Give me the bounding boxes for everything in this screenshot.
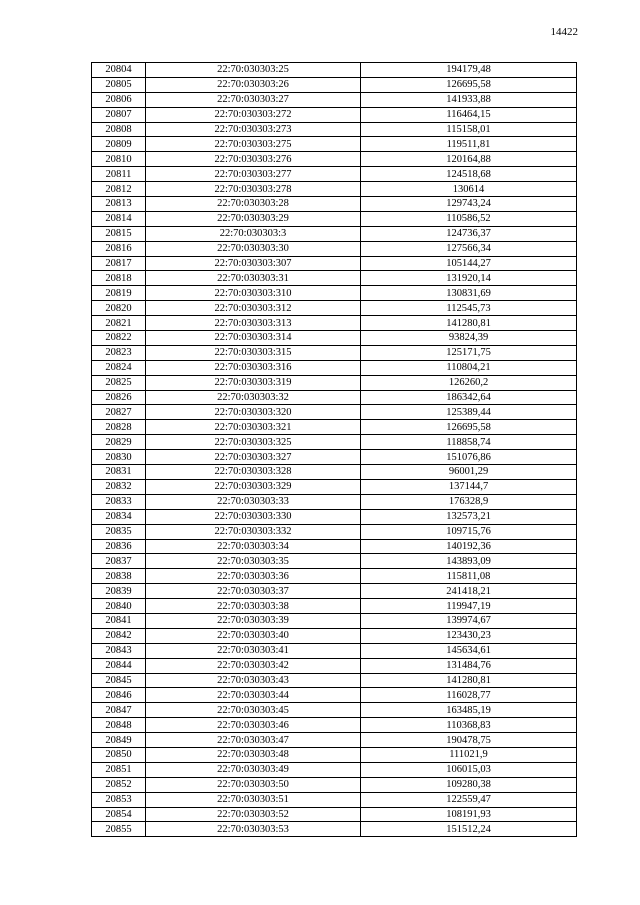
value-cell: 139974,67 — [361, 613, 577, 628]
value-cell: 110586,52 — [361, 211, 577, 226]
row-number-cell: 20811 — [92, 167, 146, 182]
row-number-cell: 20850 — [92, 747, 146, 762]
cadastral-number-cell: 22:70:030303:278 — [146, 182, 361, 197]
table-row — [92, 762, 577, 777]
cadastral-number-cell: 22:70:030303:32 — [146, 390, 361, 405]
cadastral-number-cell: 22:70:030303:33 — [146, 494, 361, 509]
cadastral-number-cell: 22:70:030303:320 — [146, 405, 361, 420]
cadastral-number-cell: 22:70:030303:3 — [146, 226, 361, 241]
cadastral-number-cell: 22:70:030303:47 — [146, 733, 361, 748]
value-cell: 125389,44 — [361, 405, 577, 420]
cadastral-number-cell: 22:70:030303:31 — [146, 271, 361, 286]
cadastral-number-cell: 22:70:030303:330 — [146, 509, 361, 524]
table-row — [92, 509, 577, 524]
cadastral-number-cell: 22:70:030303:319 — [146, 375, 361, 390]
cadastral-number-cell: 22:70:030303:46 — [146, 718, 361, 733]
table-row — [92, 494, 577, 509]
value-cell: 125171,75 — [361, 345, 577, 360]
cadastral-number-cell: 22:70:030303:321 — [146, 420, 361, 435]
cadastral-number-cell: 22:70:030303:276 — [146, 152, 361, 167]
table-row — [92, 77, 577, 92]
value-cell: 115158,01 — [361, 122, 577, 137]
row-number-cell: 20837 — [92, 554, 146, 569]
row-number-cell: 20820 — [92, 301, 146, 316]
table-row — [92, 211, 577, 226]
cadastral-number-cell: 22:70:030303:277 — [146, 167, 361, 182]
table-row — [92, 152, 577, 167]
row-number-cell: 20823 — [92, 345, 146, 360]
value-cell: 96001,29 — [361, 465, 577, 480]
value-cell: 112545,73 — [361, 301, 577, 316]
row-number-cell: 20815 — [92, 226, 146, 241]
row-number-cell: 20821 — [92, 316, 146, 331]
value-cell: 116028,77 — [361, 688, 577, 703]
table-row — [92, 167, 577, 182]
value-cell: 145634,61 — [361, 643, 577, 658]
row-number-cell: 20838 — [92, 569, 146, 584]
cadastral-number-cell: 22:70:030303:325 — [146, 435, 361, 450]
row-number-cell: 20827 — [92, 405, 146, 420]
table-row — [92, 197, 577, 212]
value-cell: 122559,47 — [361, 792, 577, 807]
value-cell: 108191,93 — [361, 807, 577, 822]
value-cell: 132573,21 — [361, 509, 577, 524]
cadastral-number-cell: 22:70:030303:26 — [146, 77, 361, 92]
row-number-cell: 20831 — [92, 465, 146, 480]
row-number-cell: 20832 — [92, 479, 146, 494]
value-cell: 93824,39 — [361, 331, 577, 346]
value-cell: 141280,81 — [361, 316, 577, 331]
row-number-cell: 20812 — [92, 182, 146, 197]
table-row — [92, 92, 577, 107]
table-row — [92, 331, 577, 346]
table-row — [92, 375, 577, 390]
cadastral-number-cell: 22:70:030303:39 — [146, 613, 361, 628]
row-number-cell: 20810 — [92, 152, 146, 167]
cadastral-number-cell: 22:70:030303:37 — [146, 584, 361, 599]
value-cell: 130614 — [361, 182, 577, 197]
value-cell: 141933,88 — [361, 92, 577, 107]
row-number-cell: 20806 — [92, 92, 146, 107]
value-cell: 123430,23 — [361, 628, 577, 643]
cadastral-number-cell: 22:70:030303:315 — [146, 345, 361, 360]
row-number-cell: 20840 — [92, 599, 146, 614]
value-cell: 130831,69 — [361, 286, 577, 301]
cadastral-number-cell: 22:70:030303:49 — [146, 762, 361, 777]
value-cell: 109280,38 — [361, 777, 577, 792]
table-row — [92, 554, 577, 569]
table-row — [92, 241, 577, 256]
cadastral-number-cell: 22:70:030303:30 — [146, 241, 361, 256]
row-number-cell: 20836 — [92, 539, 146, 554]
cadastral-number-cell: 22:70:030303:43 — [146, 673, 361, 688]
row-number-cell: 20852 — [92, 777, 146, 792]
table-row — [92, 807, 577, 822]
table-row — [92, 63, 577, 78]
cadastral-value-table — [91, 62, 577, 837]
cadastral-number-cell: 22:70:030303:307 — [146, 256, 361, 271]
cadastral-number-cell: 22:70:030303:53 — [146, 822, 361, 837]
value-cell: 110368,83 — [361, 718, 577, 733]
table-row — [92, 360, 577, 375]
row-number-cell: 20845 — [92, 673, 146, 688]
table-row — [92, 524, 577, 539]
value-cell: 151076,86 — [361, 450, 577, 465]
table-row — [92, 137, 577, 152]
table-row — [92, 107, 577, 122]
row-number-cell: 20849 — [92, 733, 146, 748]
cadastral-number-cell: 22:70:030303:313 — [146, 316, 361, 331]
cadastral-number-cell: 22:70:030303:36 — [146, 569, 361, 584]
row-number-cell: 20841 — [92, 613, 146, 628]
row-number-cell: 20843 — [92, 643, 146, 658]
page-number: 14422 — [550, 26, 578, 38]
cadastral-number-cell: 22:70:030303:28 — [146, 197, 361, 212]
value-cell: 141280,81 — [361, 673, 577, 688]
table-row — [92, 673, 577, 688]
table-body — [92, 63, 577, 837]
value-cell: 186342,64 — [361, 390, 577, 405]
table-row — [92, 569, 577, 584]
cadastral-number-cell: 22:70:030303:29 — [146, 211, 361, 226]
row-number-cell: 20839 — [92, 584, 146, 599]
row-number-cell: 20804 — [92, 63, 146, 78]
table-row — [92, 465, 577, 480]
table-row — [92, 286, 577, 301]
cadastral-number-cell: 22:70:030303:44 — [146, 688, 361, 703]
value-cell: 111021,9 — [361, 747, 577, 762]
cadastral-number-cell: 22:70:030303:35 — [146, 554, 361, 569]
value-cell: 119947,19 — [361, 599, 577, 614]
table-row — [92, 733, 577, 748]
value-cell: 124736,37 — [361, 226, 577, 241]
table-row — [92, 658, 577, 673]
row-number-cell: 20848 — [92, 718, 146, 733]
row-number-cell: 20809 — [92, 137, 146, 152]
value-cell: 137144,7 — [361, 479, 577, 494]
row-number-cell: 20842 — [92, 628, 146, 643]
value-cell: 143893,09 — [361, 554, 577, 569]
cadastral-number-cell: 22:70:030303:50 — [146, 777, 361, 792]
cadastral-number-cell: 22:70:030303:42 — [146, 658, 361, 673]
table-row — [92, 479, 577, 494]
value-cell: 118858,74 — [361, 435, 577, 450]
value-cell: 129743,24 — [361, 197, 577, 212]
value-cell: 105144,27 — [361, 256, 577, 271]
row-number-cell: 20818 — [92, 271, 146, 286]
cadastral-number-cell: 22:70:030303:45 — [146, 703, 361, 718]
table-row — [92, 613, 577, 628]
cadastral-number-cell: 22:70:030303:332 — [146, 524, 361, 539]
table-row — [92, 226, 577, 241]
value-cell: 131484,76 — [361, 658, 577, 673]
value-cell: 115811,08 — [361, 569, 577, 584]
row-number-cell: 20847 — [92, 703, 146, 718]
row-number-cell: 20819 — [92, 286, 146, 301]
table-row — [92, 792, 577, 807]
table-row — [92, 628, 577, 643]
value-cell: 109715,76 — [361, 524, 577, 539]
table-row — [92, 703, 577, 718]
row-number-cell: 20851 — [92, 762, 146, 777]
table-row — [92, 822, 577, 837]
row-number-cell: 20822 — [92, 331, 146, 346]
value-cell: 190478,75 — [361, 733, 577, 748]
cadastral-number-cell: 22:70:030303:273 — [146, 122, 361, 137]
value-cell: 120164,88 — [361, 152, 577, 167]
cadastral-number-cell: 22:70:030303:328 — [146, 465, 361, 480]
value-cell: 110804,21 — [361, 360, 577, 375]
row-number-cell: 20830 — [92, 450, 146, 465]
value-cell: 140192,36 — [361, 539, 577, 554]
row-number-cell: 20833 — [92, 494, 146, 509]
cadastral-number-cell: 22:70:030303:41 — [146, 643, 361, 658]
value-cell: 163485,19 — [361, 703, 577, 718]
value-cell: 126695,58 — [361, 420, 577, 435]
row-number-cell: 20817 — [92, 256, 146, 271]
table-row — [92, 643, 577, 658]
value-cell: 127566,34 — [361, 241, 577, 256]
row-number-cell: 20834 — [92, 509, 146, 524]
value-cell: 124518,68 — [361, 167, 577, 182]
row-number-cell: 20824 — [92, 360, 146, 375]
row-number-cell: 20855 — [92, 822, 146, 837]
value-cell: 151512,24 — [361, 822, 577, 837]
cadastral-number-cell: 22:70:030303:34 — [146, 539, 361, 554]
value-cell: 241418,21 — [361, 584, 577, 599]
value-cell: 116464,15 — [361, 107, 577, 122]
row-number-cell: 20807 — [92, 107, 146, 122]
cadastral-number-cell: 22:70:030303:314 — [146, 331, 361, 346]
table-row — [92, 688, 577, 703]
cadastral-number-cell: 22:70:030303:38 — [146, 599, 361, 614]
row-number-cell: 20808 — [92, 122, 146, 137]
row-number-cell: 20829 — [92, 435, 146, 450]
cadastral-number-cell: 22:70:030303:316 — [146, 360, 361, 375]
row-number-cell: 20805 — [92, 77, 146, 92]
row-number-cell: 20854 — [92, 807, 146, 822]
row-number-cell: 20828 — [92, 420, 146, 435]
cadastral-number-cell: 22:70:030303:275 — [146, 137, 361, 152]
cadastral-number-cell: 22:70:030303:310 — [146, 286, 361, 301]
row-number-cell: 20825 — [92, 375, 146, 390]
cadastral-number-cell: 22:70:030303:40 — [146, 628, 361, 643]
table-row — [92, 405, 577, 420]
cadastral-number-cell: 22:70:030303:48 — [146, 747, 361, 762]
table-row — [92, 390, 577, 405]
row-number-cell: 20844 — [92, 658, 146, 673]
table-row — [92, 584, 577, 599]
table-row — [92, 301, 577, 316]
value-cell: 106015,03 — [361, 762, 577, 777]
row-number-cell: 20826 — [92, 390, 146, 405]
table-row — [92, 450, 577, 465]
cadastral-number-cell: 22:70:030303:51 — [146, 792, 361, 807]
table-row — [92, 435, 577, 450]
cadastral-number-cell: 22:70:030303:312 — [146, 301, 361, 316]
value-cell: 176328,9 — [361, 494, 577, 509]
row-number-cell: 20814 — [92, 211, 146, 226]
table-row — [92, 345, 577, 360]
row-number-cell: 20846 — [92, 688, 146, 703]
value-cell: 126695,58 — [361, 77, 577, 92]
value-cell: 194179,48 — [361, 63, 577, 78]
table-row — [92, 316, 577, 331]
table-row — [92, 539, 577, 554]
row-number-cell: 20853 — [92, 792, 146, 807]
cadastral-number-cell: 22:70:030303:27 — [146, 92, 361, 107]
table-row — [92, 122, 577, 137]
row-number-cell: 20816 — [92, 241, 146, 256]
table-row — [92, 271, 577, 286]
cadastral-number-cell: 22:70:030303:25 — [146, 63, 361, 78]
table-row — [92, 747, 577, 762]
table-row — [92, 256, 577, 271]
table-row — [92, 182, 577, 197]
row-number-cell: 20813 — [92, 197, 146, 212]
value-cell: 131920,14 — [361, 271, 577, 286]
value-cell: 126260,2 — [361, 375, 577, 390]
table-row — [92, 599, 577, 614]
table-row — [92, 777, 577, 792]
row-number-cell: 20835 — [92, 524, 146, 539]
cadastral-number-cell: 22:70:030303:327 — [146, 450, 361, 465]
cadastral-number-cell: 22:70:030303:329 — [146, 479, 361, 494]
table-row — [92, 420, 577, 435]
table-row — [92, 718, 577, 733]
cadastral-number-cell: 22:70:030303:272 — [146, 107, 361, 122]
value-cell: 119511,81 — [361, 137, 577, 152]
cadastral-number-cell: 22:70:030303:52 — [146, 807, 361, 822]
